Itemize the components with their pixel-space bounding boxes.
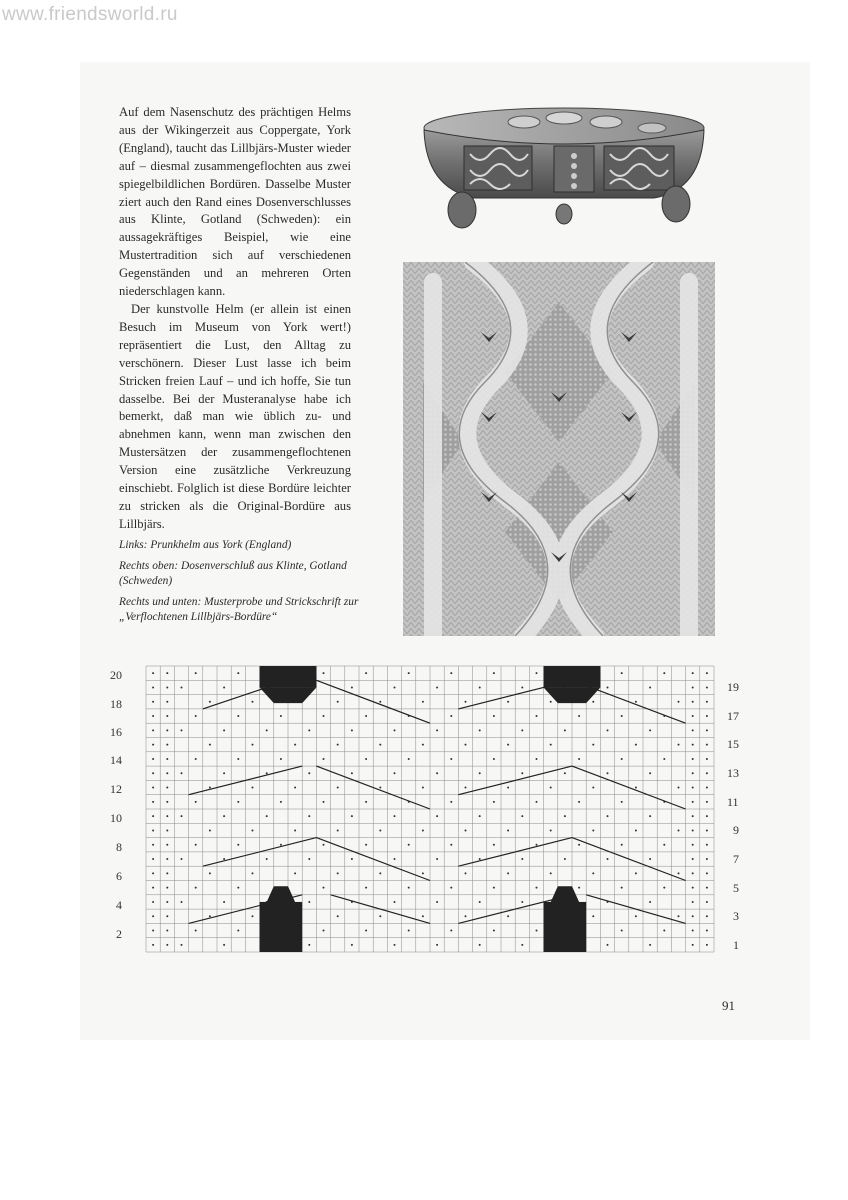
row-label-10: 10 <box>110 811 122 825</box>
box-lid-illustration <box>414 98 714 240</box>
caption-right-top: Rechts oben: Dosenverschluß aus Klinte, Gotland (Schweden) <box>119 559 347 587</box>
knitting-chart <box>110 662 750 962</box>
row-label-19: 19 <box>727 680 739 694</box>
caption-left: Links: Prunkhelm aus York (England) <box>119 539 292 551</box>
knitted-swatch-photo <box>403 262 715 636</box>
row-label-20: 20 <box>110 668 122 682</box>
row-label-5: 5 <box>733 881 739 895</box>
row-label-2: 2 <box>116 927 122 941</box>
row-label-1: 1 <box>733 938 739 952</box>
row-label-7: 7 <box>733 852 739 866</box>
row-label-13: 13 <box>727 766 739 780</box>
row-label-18: 18 <box>110 697 122 711</box>
watermark: www.friendsworld.ru <box>2 4 178 25</box>
row-label-3: 3 <box>733 909 739 923</box>
body-text <box>119 104 351 534</box>
row-label-14: 14 <box>110 753 122 767</box>
right-row-labels <box>727 680 739 952</box>
row-label-11: 11 <box>727 795 739 809</box>
body-paragraph-2: Der kunstvolle Helm (er allein ist einen Besuch im Museum von York wert!) repräsentiert die Lust, den Alltag zu verschönern. Dieser Lust lasse ich beim Stricken freien Lauf – und ich hoffe, Sie tun dasselbe. Bei der Musteranalyse habe ich bemerkt, daß man wie üblich zu- und abnehmen kann, wenn man zwischen den Mustersätzen der zusammengeflochtenen Version eine zusätzliche Verkreuzung einschiebt. Folglich ist diese Bordüre leichter zu stricken als die Original-Bordüre aus Lillbjärs. <box>119 301 351 531</box>
captions <box>119 538 369 631</box>
row-label-16: 16 <box>110 725 122 739</box>
row-label-4: 4 <box>116 898 122 912</box>
row-label-17: 17 <box>727 709 739 723</box>
chart-grid <box>146 666 714 952</box>
row-label-9: 9 <box>733 823 739 837</box>
row-label-8: 8 <box>116 840 122 854</box>
left-row-labels <box>110 668 122 941</box>
row-label-15: 15 <box>727 737 739 751</box>
row-label-12: 12 <box>110 782 122 796</box>
caption-right-bottom: Rechts und unten: Musterprobe und Strickschrift zur „Verflochtenen Lillbjärs-Bordüre“ <box>119 595 359 623</box>
row-label-6: 6 <box>116 869 122 883</box>
body-paragraph-1: Auf dem Nasenschutz des prächtigen Helms aus der Wikingerzeit aus Coppergate, York (England), taucht das Lillbjärs-Muster wieder auf – diesmal zusammengeflochten aus zwei spiegelbildlichen Bordüren. Dasselbe Muster ziert auch den Rand eines Dosenverschlusses aus Klinte, Gotland (Schweden): ein aussagekräftiges Beispiel, wie eine Mustertradition sich auf verschiedenen Gegenständen und an mehreren Orten niederschlagen kann. <box>119 105 351 299</box>
page-number: 91 <box>722 998 735 1013</box>
